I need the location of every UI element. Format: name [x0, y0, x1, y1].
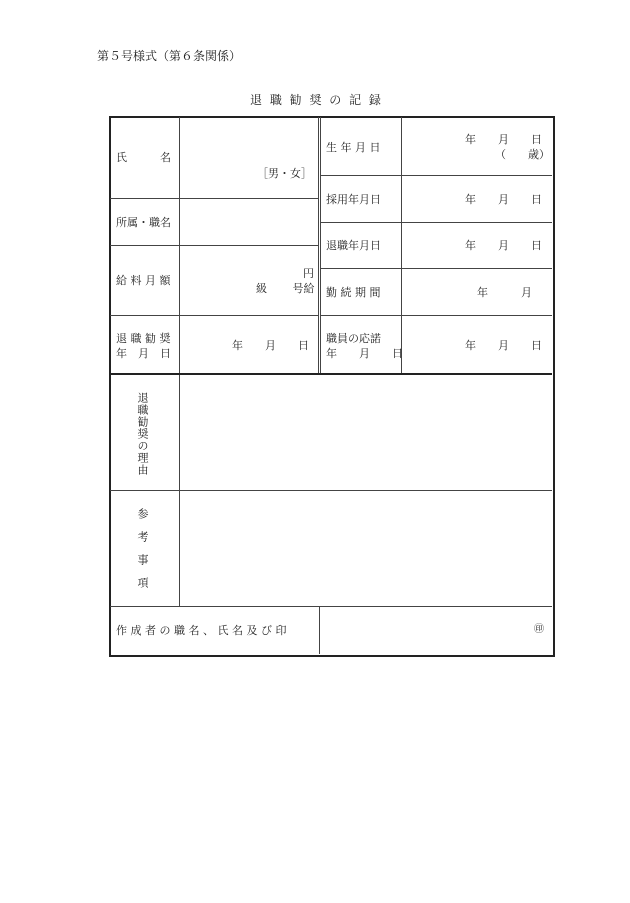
- consent-label: 職員の応諾: [326, 332, 381, 345]
- gender-field[interactable]: ［男・女］: [257, 167, 312, 180]
- recommend-date-value[interactable]: 年 月 日: [232, 339, 309, 352]
- retire-value[interactable]: 年 月 日: [465, 239, 542, 252]
- divider: [320, 268, 552, 269]
- signature-label: 作 成 者 の 職 名 、 氏 名 及 び 印: [116, 624, 287, 637]
- seal-icon: ㊞: [534, 624, 544, 635]
- birth-value[interactable]: 年 月 日: [465, 133, 542, 146]
- divider: [320, 175, 552, 176]
- hire-value[interactable]: 年 月 日: [465, 193, 542, 206]
- recommend-date-label: 退 職 勧 奨: [116, 332, 171, 345]
- salary-grade: 級 号給: [256, 282, 315, 295]
- reason-label: 退職勧奨の理由: [136, 392, 149, 476]
- service-value[interactable]: 年 月: [477, 286, 532, 299]
- consent-label-2: 年 月 日: [326, 347, 403, 360]
- birth-label: 生 年 月 日: [326, 141, 381, 154]
- affiliation-label: 所属・職名: [116, 216, 171, 229]
- retire-label: 退職年月日: [326, 239, 381, 252]
- reason-field[interactable]: [181, 375, 551, 489]
- consent-value[interactable]: 年 月 日: [465, 339, 542, 352]
- salary-yen: 円: [303, 267, 314, 280]
- divider: [110, 245, 319, 246]
- divider: [320, 222, 552, 223]
- name-label: 氏 名: [116, 151, 171, 164]
- recommend-date-label-2: 年 月 日: [116, 347, 171, 360]
- divider: [401, 117, 402, 374]
- form-number: 第５号様式（第６条関係）: [97, 49, 242, 63]
- divider: [110, 315, 319, 316]
- service-label: 勤 続 期 間: [326, 286, 381, 299]
- page-title: 退 職 勧 奨 の 記 録: [250, 93, 383, 107]
- hire-label: 採用年月日: [326, 193, 381, 206]
- divider: [110, 198, 319, 199]
- age-value[interactable]: （ 歳）: [495, 148, 550, 161]
- notes-field[interactable]: [181, 491, 551, 605]
- divider: [319, 606, 320, 654]
- notes-label: 参考事項: [136, 508, 149, 600]
- divider: [320, 315, 552, 316]
- signature-field[interactable]: [321, 607, 531, 653]
- divider: [320, 117, 321, 374]
- salary-label: 給 料 月 額: [116, 274, 171, 287]
